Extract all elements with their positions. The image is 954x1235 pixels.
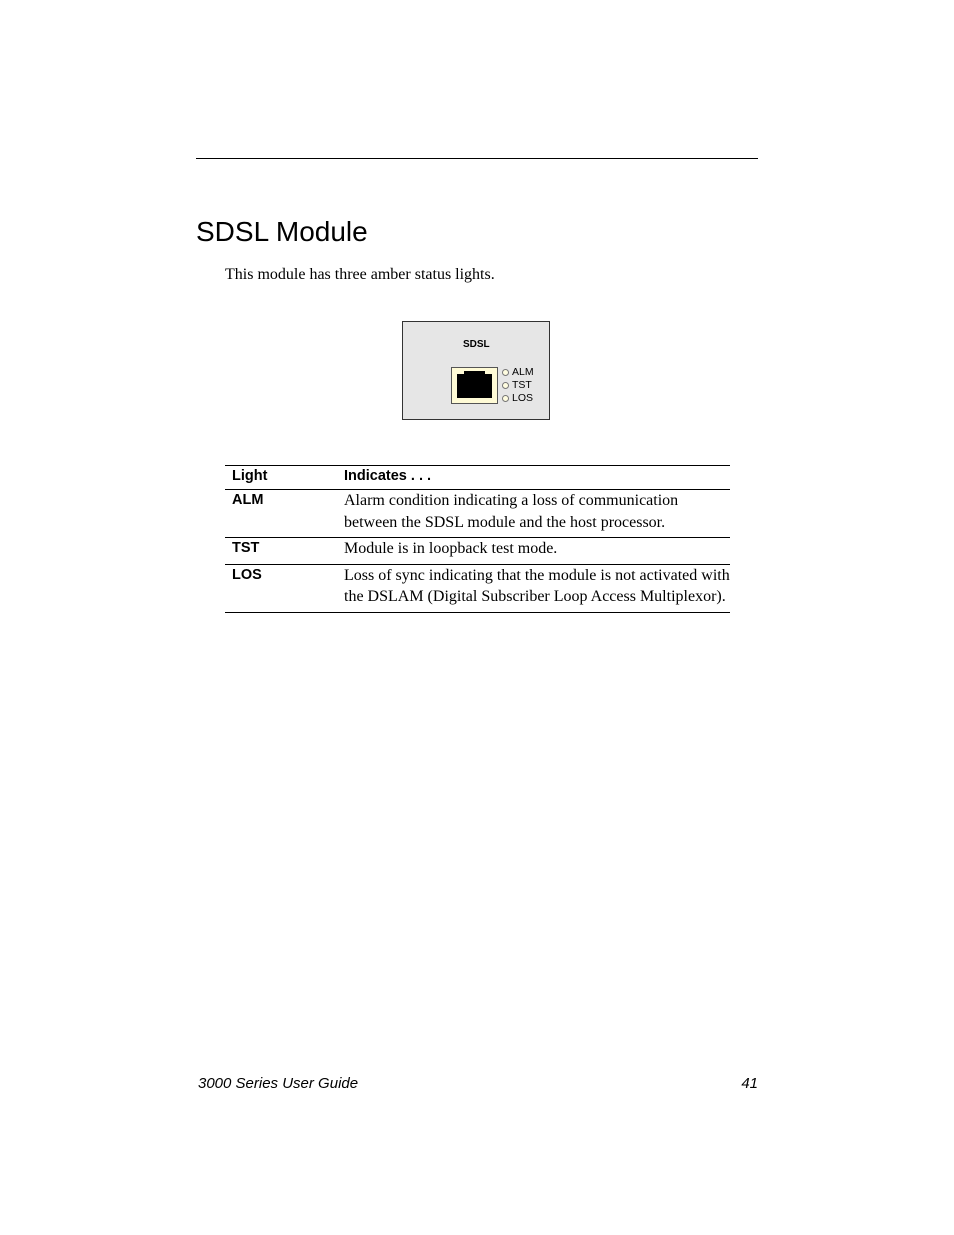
led-label-alm: ALM	[512, 366, 534, 378]
header-indicates: Indicates . . .	[344, 468, 432, 484]
led-label-los: LOS	[512, 392, 534, 404]
table-row	[225, 538, 730, 565]
header-rule	[196, 158, 758, 159]
footer-page-number: 41	[741, 1075, 758, 1092]
led-row-tst	[502, 379, 532, 392]
light-description: Loss of sync indicating that the module is not activated with the DSLAM (Digital Subscriber Loop Access Multiplexor).	[344, 566, 730, 605]
light-description: Alarm condition indicating a loss of communication between the SDSL module and the host processor.	[344, 492, 679, 531]
los-led-icon	[502, 395, 509, 402]
page-title: SDSL Module	[196, 216, 368, 247]
led-label-tst: TST	[512, 379, 532, 391]
light-name: TST	[232, 540, 260, 556]
light-description: Module is in loopback test mode.	[344, 540, 558, 557]
alm-led-icon	[502, 369, 509, 376]
table-row	[225, 490, 730, 538]
status-lights-table	[225, 465, 730, 613]
table-row	[225, 564, 730, 612]
light-name: ALM	[232, 492, 264, 508]
led-row-alm	[502, 366, 534, 379]
sdsl-module-panel	[402, 321, 550, 420]
table-header-row	[225, 466, 730, 490]
rj45-port-icon	[451, 367, 498, 404]
tst-led-icon	[502, 382, 509, 389]
footer-guide-title: 3000 Series User Guide	[198, 1075, 359, 1092]
led-row-los	[502, 392, 533, 405]
module-name-label: SDSL	[463, 339, 490, 350]
intro-text: This module has three amber status lights.	[225, 266, 495, 283]
header-light: Light	[232, 468, 268, 484]
light-name: LOS	[232, 566, 262, 583]
